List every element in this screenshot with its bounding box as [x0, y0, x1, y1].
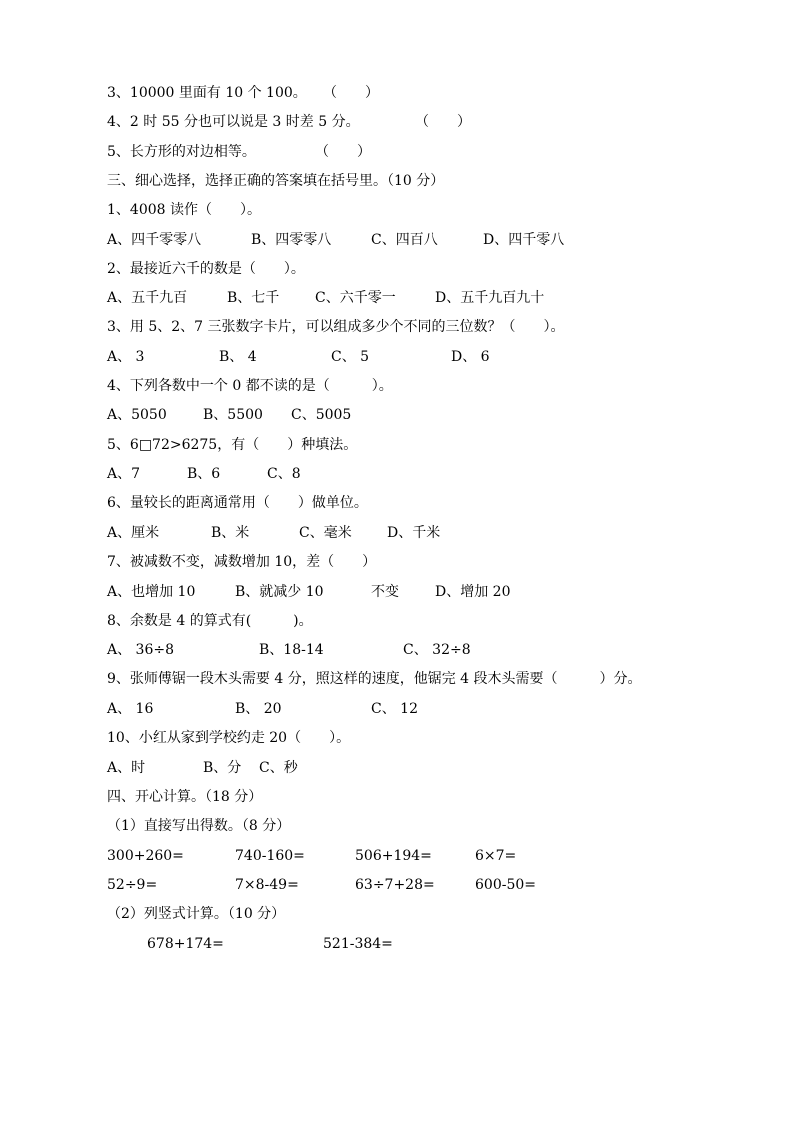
calc-item: 300+260=: [107, 848, 184, 864]
option-c: C、 5: [331, 349, 370, 365]
option-b: B、分: [203, 760, 242, 776]
option-a: A、也增加 10: [107, 584, 196, 600]
choice-question-4: 4、下列各数中一个 0 都不读的是（ ）。: [107, 378, 393, 394]
option-a: A、时: [107, 760, 146, 776]
choice-options-5: [107, 463, 773, 485]
calc-item: 63÷7+28=: [355, 877, 435, 893]
judge-q5-text: 5、长方形的对边相等。: [107, 144, 256, 160]
judge-question-4: [107, 111, 773, 133]
section-3-heading: 三、细心选择，选择正确的答案填在括号里。（10 分）: [107, 173, 445, 189]
choice-options-9: [107, 698, 773, 720]
option-a: A、厘米: [107, 525, 160, 541]
option-a: A、 16: [107, 701, 154, 717]
answer-paren: （ ）: [323, 85, 379, 101]
calc-item: 7×8-49=: [235, 877, 299, 893]
choice-question-7: 7、被减数不变，减数增加 10，差（ ）: [107, 554, 377, 570]
choice-options-2: [107, 287, 773, 309]
choice-options-1: [107, 229, 773, 251]
option-c: C、 12: [371, 701, 418, 717]
option-b: B、七千: [227, 290, 280, 306]
option-c: C、 32÷8: [403, 642, 471, 658]
choice-question-10: 10、小红从家到学校约走 20（ ）。: [107, 730, 351, 746]
choice-question-6: 6、量较长的距离通常用（ ）做单位。: [107, 495, 368, 511]
answer-paren: （ ）: [415, 114, 471, 130]
choice-question-8: 8、余数是 4 的算式有( )。: [107, 613, 313, 629]
option-d: D、千米: [387, 525, 441, 541]
vertical-calc-row: [107, 933, 773, 955]
calc-item: 740-160=: [235, 848, 305, 864]
choice-options-8: [107, 639, 773, 661]
option-a: A、7: [107, 466, 141, 482]
option-c: C、5005: [291, 407, 352, 423]
calc-item: 6×7=: [475, 848, 517, 864]
option-c: C、毫米: [299, 525, 352, 541]
option-b: B、 20: [235, 701, 282, 717]
judge-question-5: [107, 141, 773, 163]
option-b: B、就减少 10: [235, 584, 324, 600]
option-d: D、四千零八: [483, 232, 565, 248]
option-a: A、五千九百: [107, 290, 188, 306]
calc-row-2: [107, 874, 773, 896]
choice-options-4: [107, 404, 773, 426]
option-b: B、18-14: [259, 642, 324, 658]
option-b: B、 4: [219, 349, 257, 365]
option-a: A、5050: [107, 407, 167, 423]
choice-question-3: 3、用 5、2、7 三张数字卡片，可以组成多少个不同的三位数？（ ）。: [107, 319, 565, 335]
option-a: A、 3: [107, 349, 145, 365]
option-a: A、四千零零八: [107, 232, 202, 248]
calc-item: 506+194=: [355, 848, 432, 864]
choice-question-5: 5、6□72>6275，有（ ）种填法。: [107, 437, 358, 453]
section-4-heading: 四、开心计算。（18 分）: [107, 789, 263, 805]
option-a: A、 36÷8: [107, 642, 175, 658]
calc-row-1: [107, 845, 773, 867]
vertical-calc-item: 678+174=: [147, 936, 224, 952]
option-d: D、五千九百九十: [435, 290, 545, 306]
judge-q4-text: 4、2 时 55 分也可以说是 3 时差 5 分。: [107, 114, 360, 130]
option-c: C、秒: [259, 760, 298, 776]
option-b: B、5500: [203, 407, 263, 423]
option-c: 不变: [371, 584, 399, 600]
choice-options-3: [107, 346, 773, 368]
option-d: D、 6: [451, 349, 490, 365]
option-c: C、8: [267, 466, 301, 482]
choice-options-10: [107, 757, 773, 779]
calc-item: 600-50=: [475, 877, 536, 893]
option-d: D、增加 20: [435, 584, 511, 600]
section-4-part-1: （1）直接写出得数。（8 分）: [107, 818, 291, 834]
option-b: B、四零零八: [251, 232, 332, 248]
option-c: C、六千零一: [315, 290, 396, 306]
option-c: C、四百八: [371, 232, 438, 248]
section-4-part-2: （2）列竖式计算。（10 分）: [107, 906, 286, 922]
choice-options-6: [107, 522, 773, 544]
calc-item: 52÷9=: [107, 877, 158, 893]
choice-question-9: 9、张师傅锯一段木头需要 4 分，照这样的速度，他锯完 4 段木头需要（ ）分。: [107, 671, 642, 687]
choice-question-1: 1、4008 读作（ ）。: [107, 202, 261, 218]
judge-question-3: [107, 82, 773, 104]
choice-options-7: [107, 581, 773, 603]
judge-q3-text: 3、10000 里面有 10 个 100。: [107, 85, 307, 101]
option-b: B、米: [211, 525, 250, 541]
option-b: B、6: [187, 466, 221, 482]
choice-question-2: 2、最接近六千的数是（ ）。: [107, 261, 305, 277]
answer-paren: （ ）: [315, 144, 371, 160]
vertical-calc-item: 521-384=: [323, 936, 393, 952]
